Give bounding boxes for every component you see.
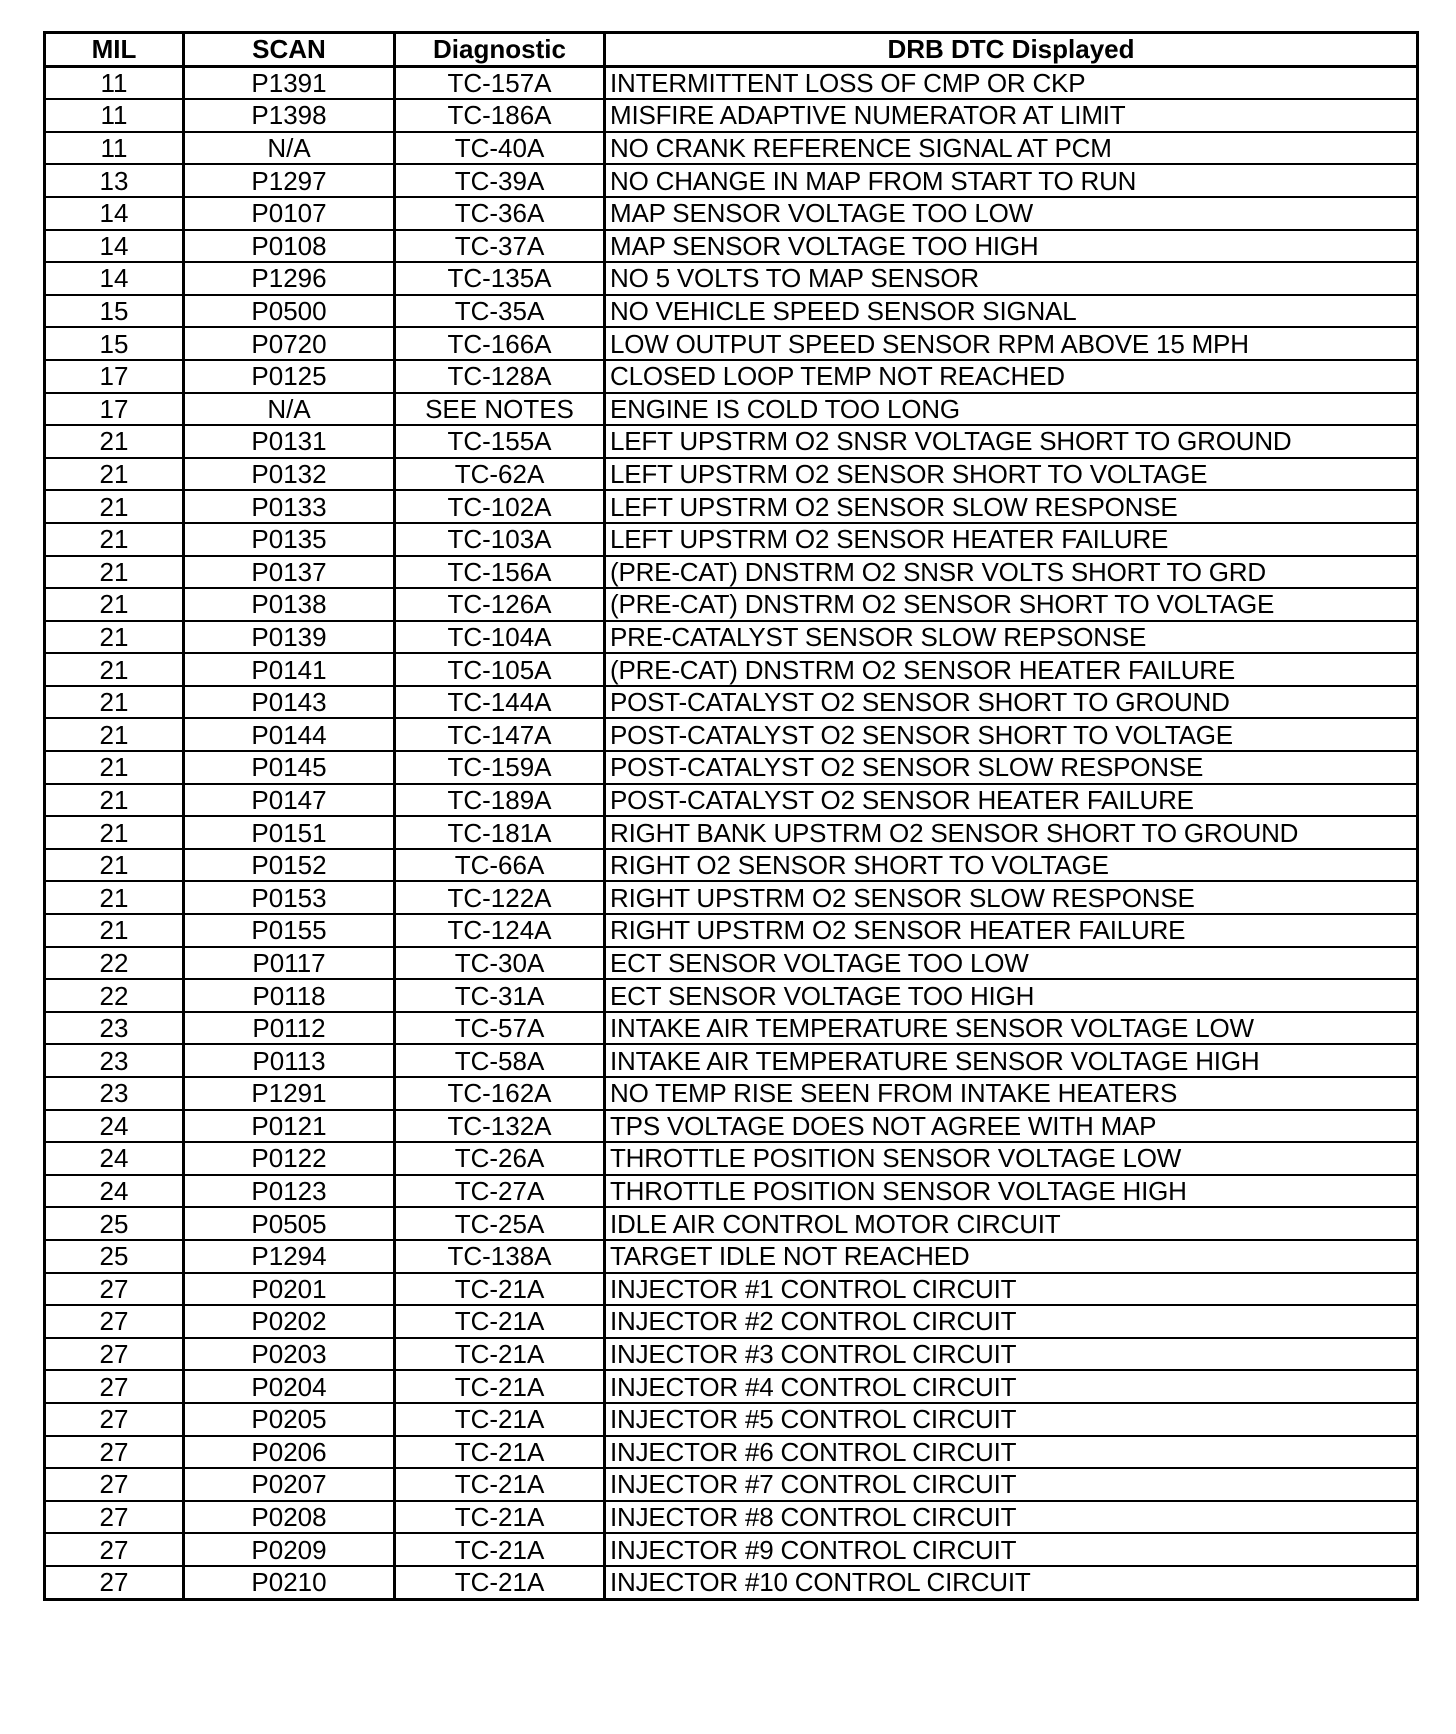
table-body [45, 66, 1418, 1599]
diagnostic-cell: TC-181A [395, 816, 605, 849]
mil-cell: 23 [45, 1012, 184, 1045]
scan-code-cell: P0209 [184, 1533, 395, 1566]
table-row [45, 1240, 1418, 1273]
table-row [45, 979, 1418, 1012]
table-row [45, 1077, 1418, 1110]
drb-dtc-displayed-cell: THROTTLE POSITION SENSOR VOLTAGE LOW [605, 1142, 1418, 1175]
mil-cell: 27 [45, 1468, 184, 1501]
scan-code-cell: P0113 [184, 1044, 395, 1077]
table-row [45, 881, 1418, 914]
drb-dtc-displayed-cell: NO TEMP RISE SEEN FROM INTAKE HEATERS [605, 1077, 1418, 1110]
scan-code-cell: P0135 [184, 523, 395, 556]
scan-code-cell: P0144 [184, 718, 395, 751]
table-row [45, 1273, 1418, 1306]
diagnostic-cell: TC-36A [395, 197, 605, 230]
drb-dtc-displayed-cell: ECT SENSOR VOLTAGE TOO LOW [605, 947, 1418, 980]
table-row [45, 66, 1418, 99]
drb-dtc-displayed-cell: (PRE-CAT) DNSTRM O2 SENSOR SHORT TO VOLTAGE [605, 588, 1418, 621]
scan-code-cell: P0123 [184, 1175, 395, 1208]
mil-cell: 21 [45, 621, 184, 654]
mil-cell: 27 [45, 1273, 184, 1306]
drb-dtc-displayed-cell: INTERMITTENT LOSS OF CMP OR CKP [605, 66, 1418, 99]
drb-dtc-displayed-cell: LOW OUTPUT SPEED SENSOR RPM ABOVE 15 MPH [605, 327, 1418, 360]
mil-cell: 27 [45, 1338, 184, 1371]
table-row [45, 1403, 1418, 1436]
mil-cell: 24 [45, 1142, 184, 1175]
drb-dtc-displayed-cell: INTAKE AIR TEMPERATURE SENSOR VOLTAGE LOW [605, 1012, 1418, 1045]
drb-dtc-displayed-cell: INJECTOR #9 CONTROL CIRCUIT [605, 1533, 1418, 1566]
table-row [45, 1533, 1418, 1566]
scan-code-cell: P0208 [184, 1501, 395, 1534]
scan-code-cell: P0112 [184, 1012, 395, 1045]
diagnostic-cell: TC-40A [395, 132, 605, 165]
diagnostic-cell: TC-35A [395, 295, 605, 328]
diagnostic-cell: TC-103A [395, 523, 605, 556]
diagnostic-cell: TC-122A [395, 881, 605, 914]
table-header [45, 33, 1418, 67]
mil-cell: 21 [45, 784, 184, 817]
diagnostic-cell: TC-21A [395, 1370, 605, 1403]
mil-cell: 11 [45, 132, 184, 165]
mil-cell: 27 [45, 1501, 184, 1534]
mil-cell: 27 [45, 1305, 184, 1338]
scan-code-cell: P0202 [184, 1305, 395, 1338]
table-row [45, 295, 1418, 328]
table-row [45, 751, 1418, 784]
scan-code-cell: P1296 [184, 262, 395, 295]
diagnostic-cell: TC-124A [395, 914, 605, 947]
mil-cell: 21 [45, 751, 184, 784]
header-row [45, 33, 1418, 67]
scan-code-cell: P0131 [184, 425, 395, 458]
scan-code-cell: P0121 [184, 1110, 395, 1143]
drb-dtc-displayed-cell: INJECTOR #4 CONTROL CIRCUIT [605, 1370, 1418, 1403]
drb-dtc-displayed-cell: RIGHT UPSTRM O2 SENSOR SLOW RESPONSE [605, 881, 1418, 914]
scan-code-cell: P0118 [184, 979, 395, 1012]
scan-code-cell: P0138 [184, 588, 395, 621]
mil-cell: 11 [45, 66, 184, 99]
diagnostic-cell: TC-39A [395, 164, 605, 197]
dtc-table [43, 31, 1419, 1601]
drb-dtc-displayed-cell: INJECTOR #3 CONTROL CIRCUIT [605, 1338, 1418, 1371]
table-row [45, 523, 1418, 556]
drb-dtc-displayed-cell: INJECTOR #6 CONTROL CIRCUIT [605, 1436, 1418, 1469]
scan-code-cell: P0151 [184, 816, 395, 849]
scan-code-cell: P0122 [184, 1142, 395, 1175]
mil-cell: 23 [45, 1077, 184, 1110]
mil-cell: 27 [45, 1566, 184, 1599]
mil-cell: 21 [45, 849, 184, 882]
scan-code-cell: P0210 [184, 1566, 395, 1599]
diagnostic-cell: TC-126A [395, 588, 605, 621]
diagnostic-cell: TC-21A [395, 1501, 605, 1534]
drb-dtc-displayed-cell: ENGINE IS COLD TOO LONG [605, 393, 1418, 426]
drb-dtc-displayed-cell: LEFT UPSTRM O2 SNSR VOLTAGE SHORT TO GROUND [605, 425, 1418, 458]
diagnostic-cell: TC-162A [395, 1077, 605, 1110]
diagnostic-cell: TC-166A [395, 327, 605, 360]
diagnostic-cell: TC-21A [395, 1338, 605, 1371]
drb-dtc-displayed-cell: NO 5 VOLTS TO MAP SENSOR [605, 262, 1418, 295]
mil-cell: 21 [45, 718, 184, 751]
header-mil: MIL [45, 33, 184, 67]
table-row [45, 1110, 1418, 1143]
scan-code-cell: P0125 [184, 360, 395, 393]
diagnostic-cell: TC-186A [395, 99, 605, 132]
table-row [45, 458, 1418, 491]
diagnostic-cell: TC-58A [395, 1044, 605, 1077]
diagnostic-cell: TC-156A [395, 556, 605, 589]
table-row [45, 197, 1418, 230]
mil-cell: 23 [45, 1044, 184, 1077]
table-row [45, 360, 1418, 393]
table-row [45, 718, 1418, 751]
drb-dtc-displayed-cell: INJECTOR #8 CONTROL CIRCUIT [605, 1501, 1418, 1534]
mil-cell: 21 [45, 588, 184, 621]
mil-cell: 27 [45, 1436, 184, 1469]
diagnostic-cell: TC-144A [395, 686, 605, 719]
diagnostic-cell: TC-26A [395, 1142, 605, 1175]
drb-dtc-displayed-cell: INJECTOR #1 CONTROL CIRCUIT [605, 1273, 1418, 1306]
mil-cell: 27 [45, 1370, 184, 1403]
diagnostic-cell: TC-104A [395, 621, 605, 654]
header-drb-dtc-displayed: DRB DTC Displayed [605, 33, 1418, 67]
header-diagnostic: Diagnostic [395, 33, 605, 67]
diagnostic-cell: SEE NOTES [395, 393, 605, 426]
table-row [45, 1044, 1418, 1077]
scan-code-cell: P1297 [184, 164, 395, 197]
diagnostic-cell: TC-25A [395, 1207, 605, 1240]
table-row [45, 425, 1418, 458]
table-row [45, 556, 1418, 589]
table-row [45, 1207, 1418, 1240]
diagnostic-cell: TC-21A [395, 1273, 605, 1306]
drb-dtc-displayed-cell: MISFIRE ADAPTIVE NUMERATOR AT LIMIT [605, 99, 1418, 132]
scan-code-cell: P0207 [184, 1468, 395, 1501]
scan-code-cell: P0203 [184, 1338, 395, 1371]
table-row [45, 164, 1418, 197]
table-row [45, 849, 1418, 882]
drb-dtc-displayed-cell: (PRE-CAT) DNSTRM O2 SNSR VOLTS SHORT TO GRD [605, 556, 1418, 589]
drb-dtc-displayed-cell: INJECTOR #2 CONTROL CIRCUIT [605, 1305, 1418, 1338]
diagnostic-cell: TC-66A [395, 849, 605, 882]
drb-dtc-displayed-cell: (PRE-CAT) DNSTRM O2 SENSOR HEATER FAILURE [605, 653, 1418, 686]
table-row [45, 327, 1418, 360]
diagnostic-cell: TC-21A [395, 1403, 605, 1436]
mil-cell: 14 [45, 262, 184, 295]
table-row [45, 588, 1418, 621]
scan-code-cell: P0145 [184, 751, 395, 784]
mil-cell: 13 [45, 164, 184, 197]
table-row [45, 99, 1418, 132]
drb-dtc-displayed-cell: RIGHT BANK UPSTRM O2 SENSOR SHORT TO GROUND [605, 816, 1418, 849]
diagnostic-cell: TC-105A [395, 653, 605, 686]
diagnostic-cell: TC-138A [395, 1240, 605, 1273]
scan-code-cell: P1294 [184, 1240, 395, 1273]
scan-code-cell: P0143 [184, 686, 395, 719]
scan-code-cell: P0205 [184, 1403, 395, 1436]
scan-code-cell: N/A [184, 393, 395, 426]
drb-dtc-displayed-cell: NO VEHICLE SPEED SENSOR SIGNAL [605, 295, 1418, 328]
diagnostic-cell: TC-147A [395, 718, 605, 751]
drb-dtc-displayed-cell: NO CHANGE IN MAP FROM START TO RUN [605, 164, 1418, 197]
mil-cell: 24 [45, 1110, 184, 1143]
table-row [45, 686, 1418, 719]
table-row [45, 1468, 1418, 1501]
mil-cell: 21 [45, 425, 184, 458]
mil-cell: 25 [45, 1240, 184, 1273]
diagnostic-cell: TC-30A [395, 947, 605, 980]
scan-code-cell: P1391 [184, 66, 395, 99]
scan-code-cell: P0117 [184, 947, 395, 980]
diagnostic-cell: TC-159A [395, 751, 605, 784]
table-row [45, 1370, 1418, 1403]
scan-code-cell: P0137 [184, 556, 395, 589]
table-row [45, 1501, 1418, 1534]
header-scan: SCAN [184, 33, 395, 67]
drb-dtc-displayed-cell: IDLE AIR CONTROL MOTOR CIRCUIT [605, 1207, 1418, 1240]
diagnostic-cell: TC-157A [395, 66, 605, 99]
scan-code-cell: P0720 [184, 327, 395, 360]
table-row [45, 1305, 1418, 1338]
table-row [45, 262, 1418, 295]
table-row [45, 1012, 1418, 1045]
table-row [45, 1338, 1418, 1371]
drb-dtc-displayed-cell: RIGHT UPSTRM O2 SENSOR HEATER FAILURE [605, 914, 1418, 947]
mil-cell: 21 [45, 686, 184, 719]
scan-code-cell: P0132 [184, 458, 395, 491]
drb-dtc-displayed-cell: LEFT UPSTRM O2 SENSOR SHORT TO VOLTAGE [605, 458, 1418, 491]
table-row [45, 1436, 1418, 1469]
drb-dtc-displayed-cell: CLOSED LOOP TEMP NOT REACHED [605, 360, 1418, 393]
table-row [45, 914, 1418, 947]
scan-code-cell: P0505 [184, 1207, 395, 1240]
scan-code-cell: P0133 [184, 490, 395, 523]
mil-cell: 27 [45, 1403, 184, 1436]
diagnostic-cell: TC-21A [395, 1305, 605, 1338]
mil-cell: 22 [45, 979, 184, 1012]
diagnostic-cell: TC-128A [395, 360, 605, 393]
table-row [45, 784, 1418, 817]
scan-code-cell: P0155 [184, 914, 395, 947]
scan-code-cell: P0108 [184, 230, 395, 263]
mil-cell: 27 [45, 1533, 184, 1566]
mil-cell: 21 [45, 881, 184, 914]
diagnostic-cell: TC-21A [395, 1436, 605, 1469]
diagnostic-cell: TC-37A [395, 230, 605, 263]
drb-dtc-displayed-cell: PRE-CATALYST SENSOR SLOW REPSONSE [605, 621, 1418, 654]
scan-code-cell: P0500 [184, 295, 395, 328]
scan-code-cell: P0107 [184, 197, 395, 230]
mil-cell: 21 [45, 653, 184, 686]
mil-cell: 15 [45, 295, 184, 328]
mil-cell: 21 [45, 523, 184, 556]
mil-cell: 21 [45, 816, 184, 849]
mil-cell: 17 [45, 360, 184, 393]
mil-cell: 22 [45, 947, 184, 980]
scan-code-cell: N/A [184, 132, 395, 165]
scan-code-cell: P1398 [184, 99, 395, 132]
mil-cell: 25 [45, 1207, 184, 1240]
mil-cell: 11 [45, 99, 184, 132]
scan-code-cell: P0139 [184, 621, 395, 654]
table-row [45, 947, 1418, 980]
table-row [45, 621, 1418, 654]
scan-code-cell: P0153 [184, 881, 395, 914]
diagnostic-cell: TC-102A [395, 490, 605, 523]
scan-code-cell: P0141 [184, 653, 395, 686]
mil-cell: 21 [45, 490, 184, 523]
mil-cell: 21 [45, 556, 184, 589]
drb-dtc-displayed-cell: ECT SENSOR VOLTAGE TOO HIGH [605, 979, 1418, 1012]
drb-dtc-displayed-cell: TPS VOLTAGE DOES NOT AGREE WITH MAP [605, 1110, 1418, 1143]
diagnostic-cell: TC-189A [395, 784, 605, 817]
scan-code-cell: P0206 [184, 1436, 395, 1469]
diagnostic-cell: TC-132A [395, 1110, 605, 1143]
diagnostic-cell: TC-135A [395, 262, 605, 295]
diagnostic-cell: TC-31A [395, 979, 605, 1012]
drb-dtc-displayed-cell: LEFT UPSTRM O2 SENSOR SLOW RESPONSE [605, 490, 1418, 523]
mil-cell: 21 [45, 458, 184, 491]
scan-code-cell: P0204 [184, 1370, 395, 1403]
mil-cell: 21 [45, 914, 184, 947]
diagnostic-cell: TC-21A [395, 1533, 605, 1566]
drb-dtc-displayed-cell: THROTTLE POSITION SENSOR VOLTAGE HIGH [605, 1175, 1418, 1208]
mil-cell: 14 [45, 230, 184, 263]
drb-dtc-displayed-cell: INJECTOR #7 CONTROL CIRCUIT [605, 1468, 1418, 1501]
drb-dtc-displayed-cell: POST-CATALYST O2 SENSOR SHORT TO GROUND [605, 686, 1418, 719]
drb-dtc-displayed-cell: INJECTOR #5 CONTROL CIRCUIT [605, 1403, 1418, 1436]
table-row [45, 490, 1418, 523]
scan-code-cell: P1291 [184, 1077, 395, 1110]
drb-dtc-displayed-cell: INTAKE AIR TEMPERATURE SENSOR VOLTAGE HIGH [605, 1044, 1418, 1077]
diagnostic-cell: TC-62A [395, 458, 605, 491]
mil-cell: 24 [45, 1175, 184, 1208]
table-row [45, 393, 1418, 426]
diagnostic-cell: TC-57A [395, 1012, 605, 1045]
scan-code-cell: P0152 [184, 849, 395, 882]
drb-dtc-displayed-cell: POST-CATALYST O2 SENSOR HEATER FAILURE [605, 784, 1418, 817]
drb-dtc-displayed-cell: MAP SENSOR VOLTAGE TOO LOW [605, 197, 1418, 230]
table-row [45, 230, 1418, 263]
drb-dtc-displayed-cell: POST-CATALYST O2 SENSOR SHORT TO VOLTAGE [605, 718, 1418, 751]
table-row [45, 653, 1418, 686]
table-row [45, 816, 1418, 849]
table-row [45, 1175, 1418, 1208]
diagnostic-cell: TC-21A [395, 1468, 605, 1501]
mil-cell: 15 [45, 327, 184, 360]
scan-code-cell: P0201 [184, 1273, 395, 1306]
drb-dtc-displayed-cell: LEFT UPSTRM O2 SENSOR HEATER FAILURE [605, 523, 1418, 556]
table-row [45, 1566, 1418, 1599]
mil-cell: 14 [45, 197, 184, 230]
drb-dtc-displayed-cell: TARGET IDLE NOT REACHED [605, 1240, 1418, 1273]
table-row [45, 1142, 1418, 1175]
diagnostic-cell: TC-27A [395, 1175, 605, 1208]
diagnostic-cell: TC-155A [395, 425, 605, 458]
drb-dtc-displayed-cell: MAP SENSOR VOLTAGE TOO HIGH [605, 230, 1418, 263]
drb-dtc-displayed-cell: INJECTOR #10 CONTROL CIRCUIT [605, 1566, 1418, 1599]
table-row [45, 132, 1418, 165]
scan-code-cell: P0147 [184, 784, 395, 817]
mil-cell: 17 [45, 393, 184, 426]
drb-dtc-displayed-cell: POST-CATALYST O2 SENSOR SLOW RESPONSE [605, 751, 1418, 784]
drb-dtc-displayed-cell: NO CRANK REFERENCE SIGNAL AT PCM [605, 132, 1418, 165]
diagnostic-cell: TC-21A [395, 1566, 605, 1599]
drb-dtc-displayed-cell: RIGHT O2 SENSOR SHORT TO VOLTAGE [605, 849, 1418, 882]
